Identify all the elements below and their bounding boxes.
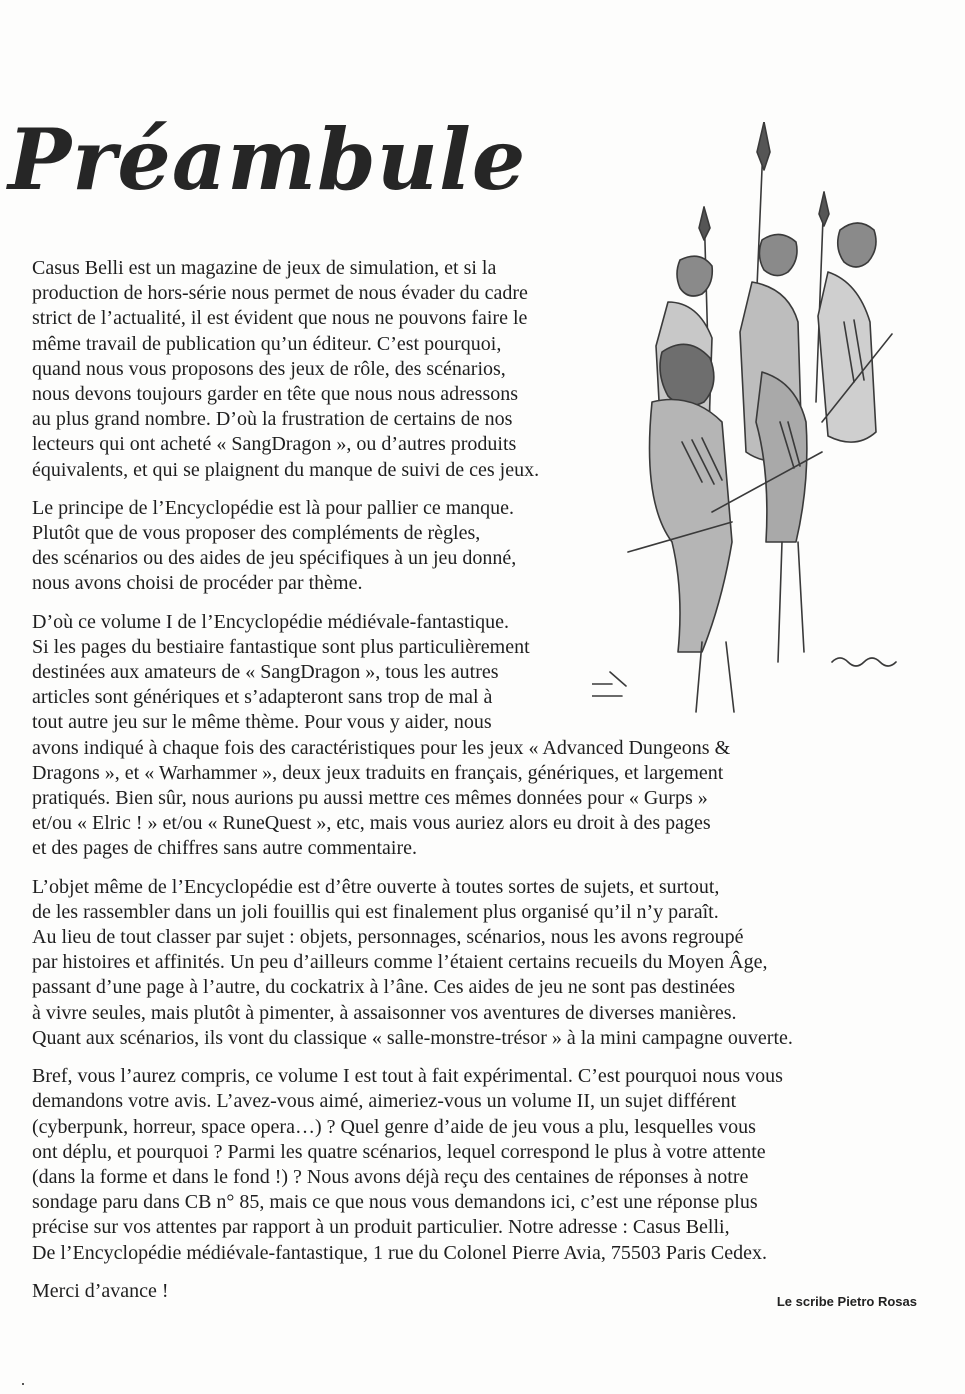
text-line: De l’Encyclopédie médiévale-fantastique, 1 rue du Colonel Pierre Avia, 75503 Paris Cedex. (32, 1241, 767, 1264)
text-line: passant d’une page à l’autre, du cockatrix à l’âne. Ces aides de jeu ne sont pas destinées (32, 976, 736, 999)
text-line: D’où ce volume I de l’Encyclopédie médiévale-fantastique. (32, 610, 510, 633)
text-line: Dragons », et « Warhammer », deux jeux traduits en français, génériques, et largement (32, 761, 724, 784)
paragraph (32, 1279, 892, 1304)
text-line: sondage paru dans CB n° 85, mais ce que nous vous demandons ici, c’est une réponse plus (32, 1191, 758, 1214)
text-line: et des pages de chiffres sans autre commentaire. (32, 837, 418, 860)
text-line: même travail de publication qu’un éditeur. C’est pourquoi, (32, 332, 502, 355)
text-line: nous avons choisi de procéder par thème. (32, 572, 363, 595)
text-line: à vivre seules, mais plutôt à pimenter, à assaisonner vos aventures de diverses manières. (32, 1001, 737, 1024)
paragraph (32, 1064, 892, 1266)
text-line: avons indiqué à chaque fois des caractéristiques pour les jeux « Advanced Dungeons & (32, 736, 731, 759)
text-line: pratiqués. Bien sûr, nous aurions pu aussi mettre ces mêmes données pour « Gurps » (32, 787, 708, 810)
text-line: Casus Belli est un magazine de jeux de simulation, et si la (32, 257, 497, 279)
text-line: précise sur vos attentes par rapport à un produit particulier. Notre adresse : Casus Belli, (32, 1216, 730, 1239)
text-line: (cyberpunk, horreur, space opera…) ? Quel genre d’aide de jeu vous a plu, lesquelles vous (32, 1115, 756, 1138)
text-line: Quant aux scénarios, ils vont du classique « salle-monstre-trésor » à la mini campagne ouverte. (32, 1026, 793, 1049)
text-line: de les rassembler dans un joli fouillis qui est finalement plus organisé qu’il n’y paraît. (32, 900, 719, 923)
author-signature: Le scribe Pietro Rosas (776, 1294, 917, 1309)
text-line: quand nous vous proposons des jeux de rôle, des scénarios, (32, 357, 506, 380)
text-line: destinées aux amateurs de « SangDragon », tous les autres (32, 661, 499, 684)
text-line: ont déplu, et pourquoi ? Parmi les quatre scénarios, lequel correspond le plus à votre attente (32, 1140, 766, 1163)
paragraph (32, 256, 892, 483)
page-speck (22, 1383, 24, 1385)
text-line: équivalents, et qui se plaignent du manque de suivi de ces jeux. (32, 458, 540, 481)
paragraph (32, 610, 892, 862)
text-line: des scénarios ou des aides de jeu spécifiques à un jeu donné, (32, 547, 517, 570)
text-line: Merci d’avance ! (32, 1279, 169, 1302)
text-line: au plus grand nombre. D’où la frustration de certains de nos (32, 408, 513, 431)
text-line: par histoires et affinités. Un peu d’ailleurs comme l’étaient certains recueils du Moyen Âge, (32, 951, 768, 974)
text-line: nous devons toujours garder en tête que nous nous adressons (32, 383, 519, 406)
text-line: L’objet même de l’Encyclopédie est d’être ouverte à toutes sortes de sujets, et surtout, (32, 875, 720, 898)
text-line: Bref, vous l’aurez compris, ce volume I est tout à fait expérimental. C’est pourquoi nous vous (32, 1065, 783, 1088)
text-line: Le principe de l’Encyclopédie est là pour pallier ce manque. (32, 496, 515, 519)
text-line: Si les pages du bestiaire fantastique sont plus particulièrement (32, 635, 530, 658)
article-body (32, 256, 892, 1317)
text-line: (dans la forme et dans le fond !) ? Nous avons déjà reçu des centaines de réponses à notre (32, 1165, 749, 1188)
paragraph (32, 496, 892, 597)
text-line: tout autre jeu sur le même thème. Pour vous y aider, nous (32, 711, 492, 734)
text-line: lecteurs qui ont acheté « SangDragon », ou d’autres produits (32, 433, 517, 456)
text-line: production de hors-série nous permet de nous évader du cadre (32, 282, 528, 305)
text-line: demandons votre avis. L’avez-vous aimé, aimeriez-vous un volume II, un sujet différent (32, 1090, 737, 1113)
page-title: Préambule (8, 110, 527, 209)
paragraph (32, 875, 892, 1051)
text-line: et/ou « Elric ! » et/ou « RuneQuest », etc, mais vous auriez alors eu droit à des pages (32, 812, 711, 835)
text-line: Plutôt que de vous proposer des compléments de règles, (32, 522, 481, 545)
text-line: articles sont génériques et s’adapteront sans trop de mal à (32, 686, 493, 709)
text-line: Au lieu de tout classer par sujet : objets, personnages, scénarios, nous les avons regroupé (32, 926, 744, 949)
text-line: strict de l’actualité, il est évident que nous ne pouvons faire le (32, 307, 528, 330)
